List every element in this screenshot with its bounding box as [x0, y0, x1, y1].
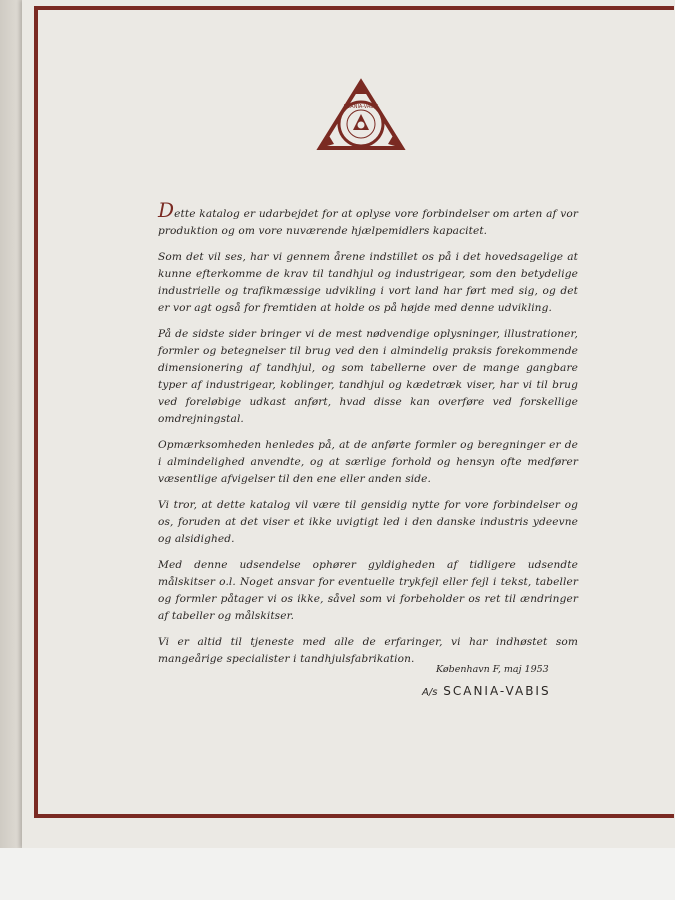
paragraph-7: Vi er altid til tjeneste med alle de erfaringer, vi har indhøstet som mangeårige specialister i tandhjulsfabrikation.	[158, 636, 578, 665]
paragraph-5: Vi tror, at dette katalog vil være til gensidig nytte for vore forbindelser og os, foruden at det viser et ikke uvigtigt led i den danske industris ydeevne og alsidighed.	[158, 499, 578, 545]
paragraph-2: Som det vil ses, har vi gennem årene indstillet os på i det hovedsagelige at kunne efterkomme de krav til tandhjul og industrigear, som den betydelige industrielle og trafikmæssige udvikling i vort land har ført med sig, og det er vor agt også for fremtiden at holde os på højde med denne udvikling.	[158, 251, 578, 314]
paragraph-1-text: ette katalog er udarbejdet for at oplyse vore forbindelser om arten af vor produktion og om vore nuværende hjælpemidlers kapacitet.	[158, 208, 578, 237]
company-signature	[422, 684, 551, 698]
scania-vabis-logo	[316, 78, 406, 154]
dropcap: D	[158, 198, 175, 222]
signature-name: SCANIA-VABIS	[443, 684, 551, 698]
paragraph-4: Opmærksomheden henledes på, at de anførte formler og beregninger er de i almindelighed anvendte, og at særlige forhold og hensyn ofte medfører væsentlige afvigelser til den ene eller anden side.	[158, 439, 578, 485]
logo-text: SCANIA-VABIS	[343, 104, 379, 110]
paragraph-6: Med denne udsendelse ophører gyldigheden af tidligere udsendte målskitser o.l. Noget ansvar for eventuelle trykfejl eller fejl i tekst, tabeller og formler påtager vi os ikke, såvel som vi forbeholder os ret til ændringer af tabeller og målskitser.	[158, 559, 578, 622]
background-surface	[0, 848, 675, 900]
letter-body	[158, 198, 578, 677]
paragraph-3: På de sidste sider bringer vi de mest nødvendige oplysninger, illustrationer, formler og betegnelser til brug ved den i almindelig praksis forekommende dimensionering af tandhjul, og som tabellerne over de mange gangbare typer af industrigear, koblinger, tandhjul og kædetræk viser, har vi til brug ved foreløbige udkast anført, hvad disse kan overføre ved forskellige omdrejningstal.	[158, 328, 578, 425]
place-and-date: København F, maj 1953	[436, 664, 549, 675]
signature-prefix: A/s	[422, 687, 438, 698]
paragraph-1	[158, 198, 578, 240]
